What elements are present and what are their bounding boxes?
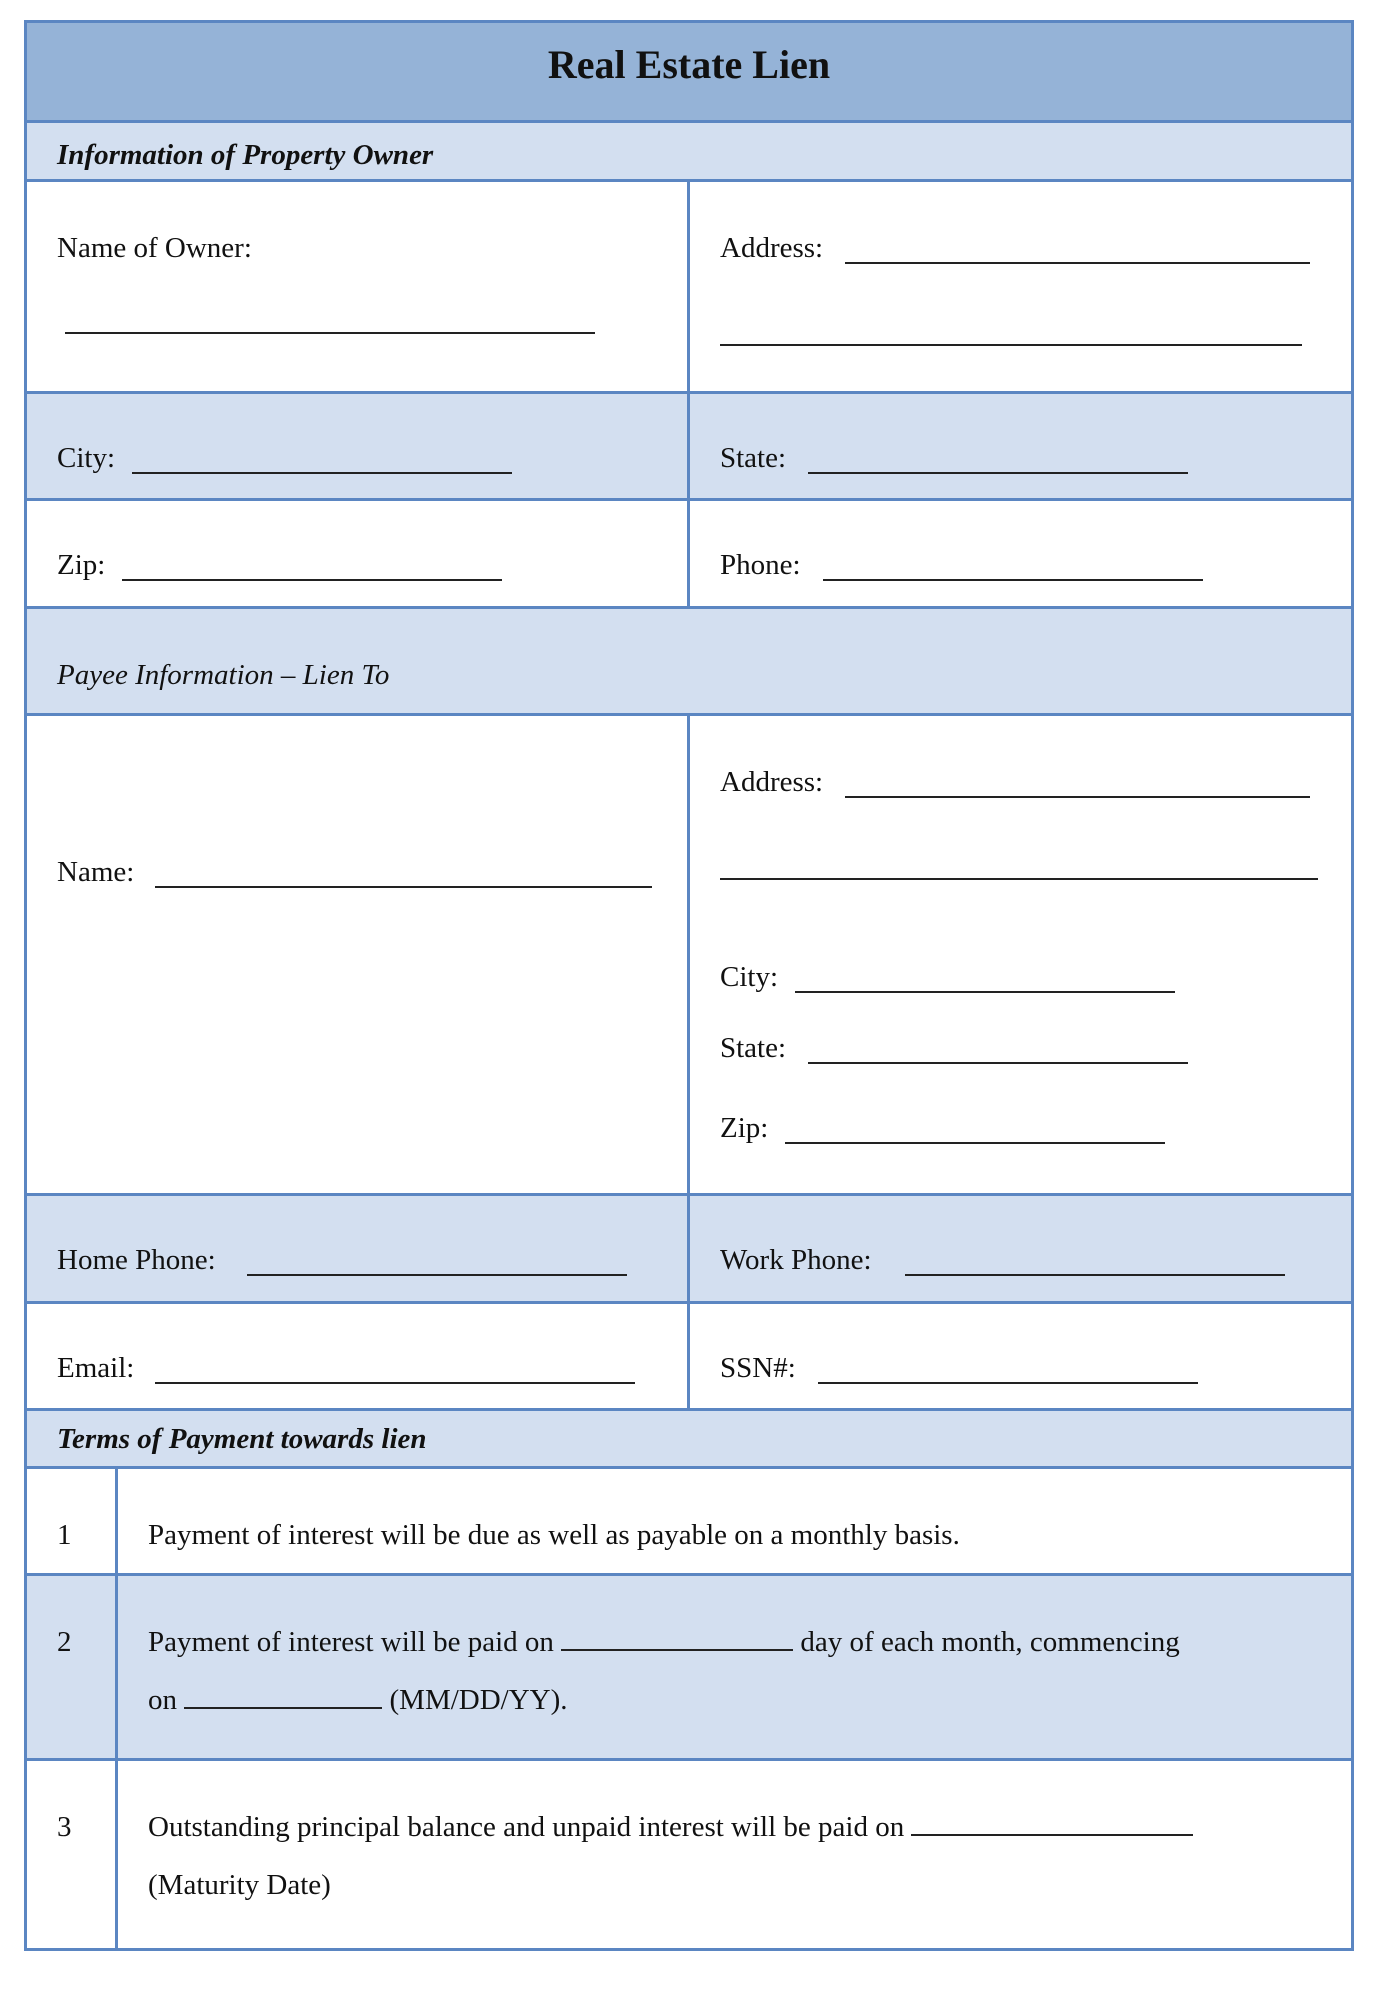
owner-name-cell [27,182,687,391]
owner-zip-label: Zip: [57,549,106,581]
payee-address-label: Address: [720,766,824,798]
term-number: 2 [57,1626,72,1658]
payee-state-label: State: [720,1032,787,1064]
term-text-cell [115,1469,1354,1573]
home-phone-cell [27,1196,687,1301]
owner-section-header [27,123,1351,182]
term-number-cell [27,1469,115,1573]
email-label: Email: [57,1352,135,1384]
day-of-month-field[interactable] [561,1627,793,1651]
title-bar [27,23,1351,123]
payee-name-field[interactable] [155,886,652,888]
owner-phone-label: Phone: [720,549,801,581]
work-phone-cell [687,1196,1354,1301]
owner-zip-cell [27,501,687,606]
term-text-part: (MM/DD/YY). [389,1684,568,1716]
owner-city-cell [27,394,687,498]
term-text-part: day of each month, commencing [800,1626,1180,1658]
ssn-label: SSN#: [720,1352,796,1384]
term-row-2 [27,1576,1351,1761]
term-row-1 [27,1469,1351,1576]
term-number: 1 [57,1519,72,1551]
owner-name-label: Name of Owner: [57,232,252,264]
term-text-line-1 [148,1626,1180,1659]
owner-state-cell [687,394,1354,498]
owner-address-field-1[interactable] [845,262,1310,264]
term-number-cell [27,1576,115,1758]
term-text-part: on [148,1684,177,1716]
payee-section-header [27,609,1351,716]
payee-phone-row [27,1196,1351,1304]
owner-address-label: Address: [720,232,824,264]
payee-zip-label: Zip: [720,1112,769,1144]
payee-address-field-2[interactable] [720,878,1318,880]
email-field[interactable] [155,1382,635,1384]
payee-state-field[interactable] [808,1062,1188,1064]
payee-city-field[interactable] [795,991,1175,993]
owner-city-field[interactable] [132,472,512,474]
owner-city-label: City: [57,442,116,474]
owner-phone-cell [687,501,1354,606]
owner-section-heading: Information of Property Owner [57,139,434,171]
owner-name-address-row [27,182,1351,394]
owner-address-field-2[interactable] [720,344,1302,346]
page-title: Real Estate Lien [547,42,831,87]
payee-name-cell [27,716,687,1193]
term-text-part: Outstanding principal balance and unpaid interest will be paid on [148,1811,905,1843]
owner-zip-field[interactable] [122,579,502,581]
term-row-3 [27,1761,1351,1948]
work-phone-label: Work Phone: [720,1244,872,1276]
payee-city-label: City: [720,961,779,993]
term-text-line-2: (Maturity Date) [148,1869,331,1901]
ssn-cell [687,1304,1354,1408]
home-phone-field[interactable] [247,1274,627,1276]
lien-form [24,20,1354,1951]
owner-city-state-row [27,394,1351,501]
payee-address-cell [687,716,1354,1193]
terms-section-heading: Terms of Payment towards lien [57,1423,427,1455]
term-number-cell [27,1761,115,1948]
commencing-date-field[interactable] [184,1685,382,1709]
owner-state-field[interactable] [808,472,1188,474]
payee-zip-field[interactable] [785,1142,1165,1144]
payee-name-label: Name: [57,856,135,888]
term-text-part: Payment of interest will be paid on [148,1626,554,1658]
term-text-cell [115,1576,1354,1758]
payee-address-field-1[interactable] [845,796,1310,798]
owner-name-field[interactable] [65,332,595,334]
owner-address-cell [687,182,1354,391]
ssn-field[interactable] [818,1382,1198,1384]
term-text-cell [115,1761,1354,1948]
owner-state-label: State: [720,442,787,474]
term-text-line-2 [148,1684,568,1717]
term-text: Payment of interest will be due as well as payable on a monthly basis. [148,1519,960,1551]
work-phone-field[interactable] [905,1274,1285,1276]
owner-zip-phone-row [27,501,1351,609]
term-number: 3 [57,1811,72,1843]
owner-phone-field[interactable] [823,579,1203,581]
payee-email-ssn-row [27,1304,1351,1411]
payee-name-address-row [27,716,1351,1196]
payee-section-heading: Payee Information – Lien To [57,659,390,691]
terms-section-header [27,1411,1351,1469]
term-text-line-1 [148,1811,1193,1844]
home-phone-label: Home Phone: [57,1244,216,1276]
email-cell [27,1304,687,1408]
maturity-date-field[interactable] [911,1812,1193,1836]
